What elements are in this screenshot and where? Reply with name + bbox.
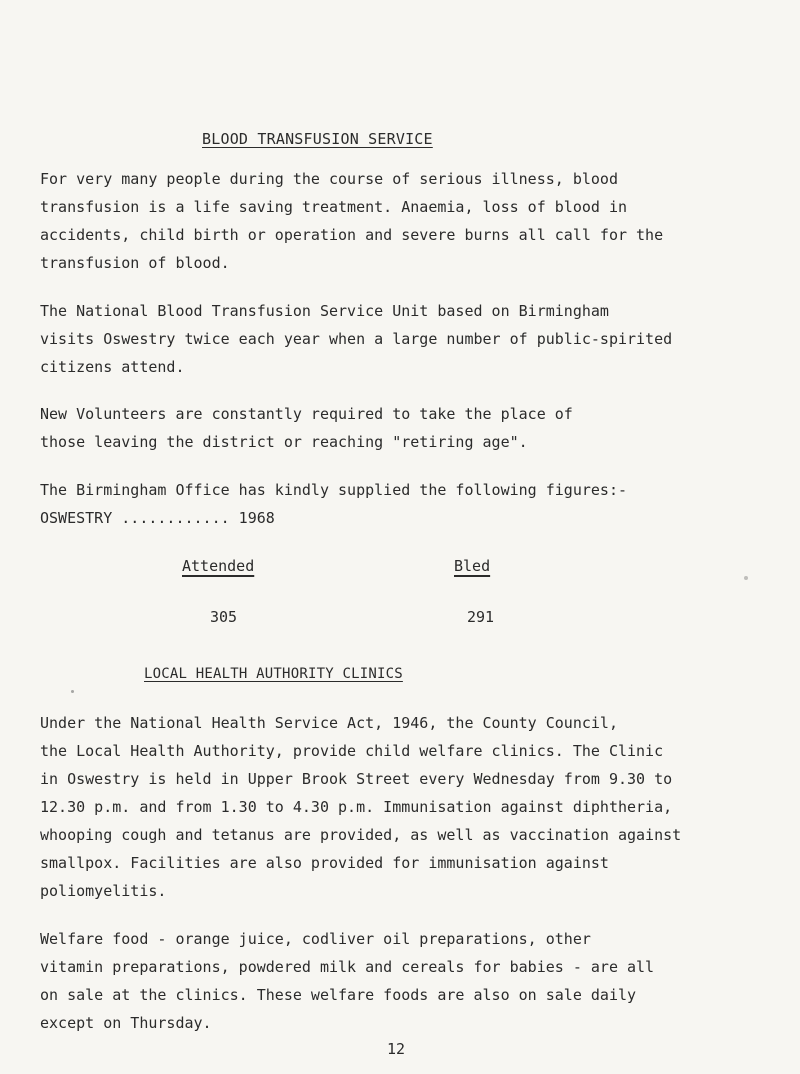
table-value-attended: 305 xyxy=(210,608,238,626)
page-number: 12 xyxy=(387,1040,406,1058)
table-header-bled: Bled xyxy=(454,557,491,575)
paragraph-line: accidents, child birth or operation and severe burns all call for the xyxy=(40,226,664,244)
scan-speck xyxy=(744,576,748,580)
paragraph-line: New Volunteers are constantly required to take the place of xyxy=(40,405,573,423)
paragraph-line: Under the National Health Service Act, 1946, the County Council, xyxy=(40,714,618,732)
paragraph-line: OSWESTRY ............ 1968 xyxy=(40,509,275,527)
scan-speck xyxy=(71,690,74,693)
paragraph-line: in Oswestry is held in Upper Brook Street every Wednesday from 9.30 to xyxy=(40,770,673,788)
paragraph-line: smallpox. Facilities are also provided for immunisation against xyxy=(40,854,609,872)
paragraph-line: The National Blood Transfusion Service Unit based on Birmingham xyxy=(40,302,609,320)
paragraph-line: those leaving the district or reaching "retiring age". xyxy=(40,433,528,451)
table-header-attended: Attended xyxy=(182,557,255,575)
paragraph-line: visits Oswestry twice each year when a large number of public-spirited xyxy=(40,330,673,348)
paragraph-line: transfusion of blood. xyxy=(40,254,230,272)
section-title-blood-transfusion: BLOOD TRANSFUSION SERVICE xyxy=(202,130,433,148)
paragraph-line: whooping cough and tetanus are provided, as well as vaccination against xyxy=(40,826,682,844)
paragraph-line: 12.30 p.m. and from 1.30 to 4.30 p.m. Immunisation against diphtheria, xyxy=(40,798,673,816)
section-title-local-health-clinics: LOCAL HEALTH AUTHORITY CLINICS xyxy=(144,666,403,682)
paragraph-line: vitamin preparations, powdered milk and cereals for babies - are all xyxy=(40,958,655,976)
paragraph-line: citizens attend. xyxy=(40,358,185,376)
table-value-bled: 291 xyxy=(467,608,495,626)
paragraph-line: poliomyelitis. xyxy=(40,882,167,900)
paragraph-line: transfusion is a life saving treatment. Anaemia, loss of blood in xyxy=(40,198,627,216)
paragraph-line: on sale at the clinics. These welfare foods are also on sale daily xyxy=(40,986,637,1004)
paragraph-line: except on Thursday. xyxy=(40,1014,212,1032)
paragraph-line: The Birmingham Office has kindly supplied the following figures:- xyxy=(40,481,627,499)
paragraph-line: the Local Health Authority, provide child welfare clinics. The Clinic xyxy=(40,742,664,760)
paragraph-line: Welfare food - orange juice, codliver oil preparations, other xyxy=(40,930,591,948)
paragraph-line: For very many people during the course of serious illness, blood xyxy=(40,170,618,188)
